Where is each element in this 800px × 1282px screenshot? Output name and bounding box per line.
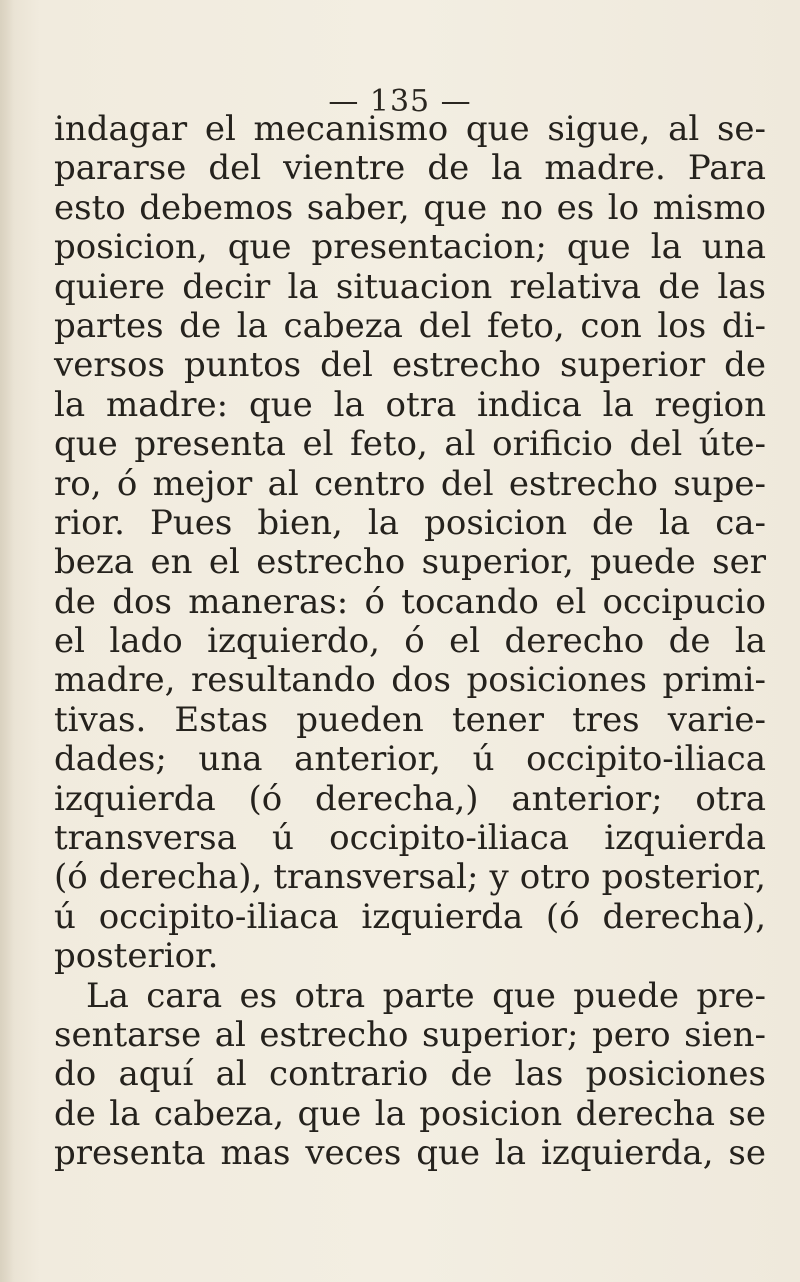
text-line: ro, ó mejor al centro del estrecho supe- [54,463,766,504]
text-line: ú occipito-iliaca izquierda (ó derecha), [54,896,766,937]
text-line: transversa ú occipito-iliaca izquierda [54,818,766,859]
text-line: quiere decir la situacion relativa de las [54,266,766,307]
body-text [54,110,766,1174]
text-line: el lado izquierdo, ó el derecho de la [54,621,766,662]
text-line: tivas. Estas pueden tener tres varie- [54,699,766,740]
text-line: que presenta el feto, al orificio del úte- [54,424,766,465]
text-line: esto debemos saber, que no es lo mismo [54,187,766,228]
text-line: La cara es otra parte que puede pre- [86,975,766,1016]
text-line: posterior. [54,936,219,977]
text-line: partes de la cabeza del feto, con los di- [54,305,766,346]
text-line: indagar el mecanismo que sigue, al se- [54,109,766,149]
text-line: versos puntos del estrecho superior de [54,345,766,386]
text-line: de dos maneras: ó tocando el occipucio [54,581,766,622]
text-line: rior. Pues bien, la posicion de la ca- [54,502,766,543]
text-line: izquierda (ó derecha,) anterior; otra [54,778,766,819]
text-line: madre, resultando dos posiciones primi- [54,660,766,701]
text-line: pararse del vientre de la madre. Para [54,148,766,189]
text-line: beza en el estrecho superior, puede ser [54,542,766,583]
text-line: posicion, que presentacion; que la una [54,227,766,268]
text-line: do aquí al contrario de las posiciones [54,1054,766,1095]
page-number: — 135 — [328,84,472,119]
text-line: dades; una anterior, ú occipito-iliaca [54,739,766,780]
text-line: la madre: que la otra indica la region [54,384,766,425]
text-line: sentarse al estrecho superior; pero sien- [54,1014,766,1055]
text-line: (ó derecha), transversal; y otro posterior, [54,857,766,898]
paragraph-1 [54,110,766,977]
text-line: presenta mas veces que la izquierda, se [54,1133,766,1174]
page-gutter-shadow [0,0,14,1282]
text-line: de la cabeza, que la posicion derecha se [54,1093,766,1134]
paragraph-2 [54,977,766,1174]
